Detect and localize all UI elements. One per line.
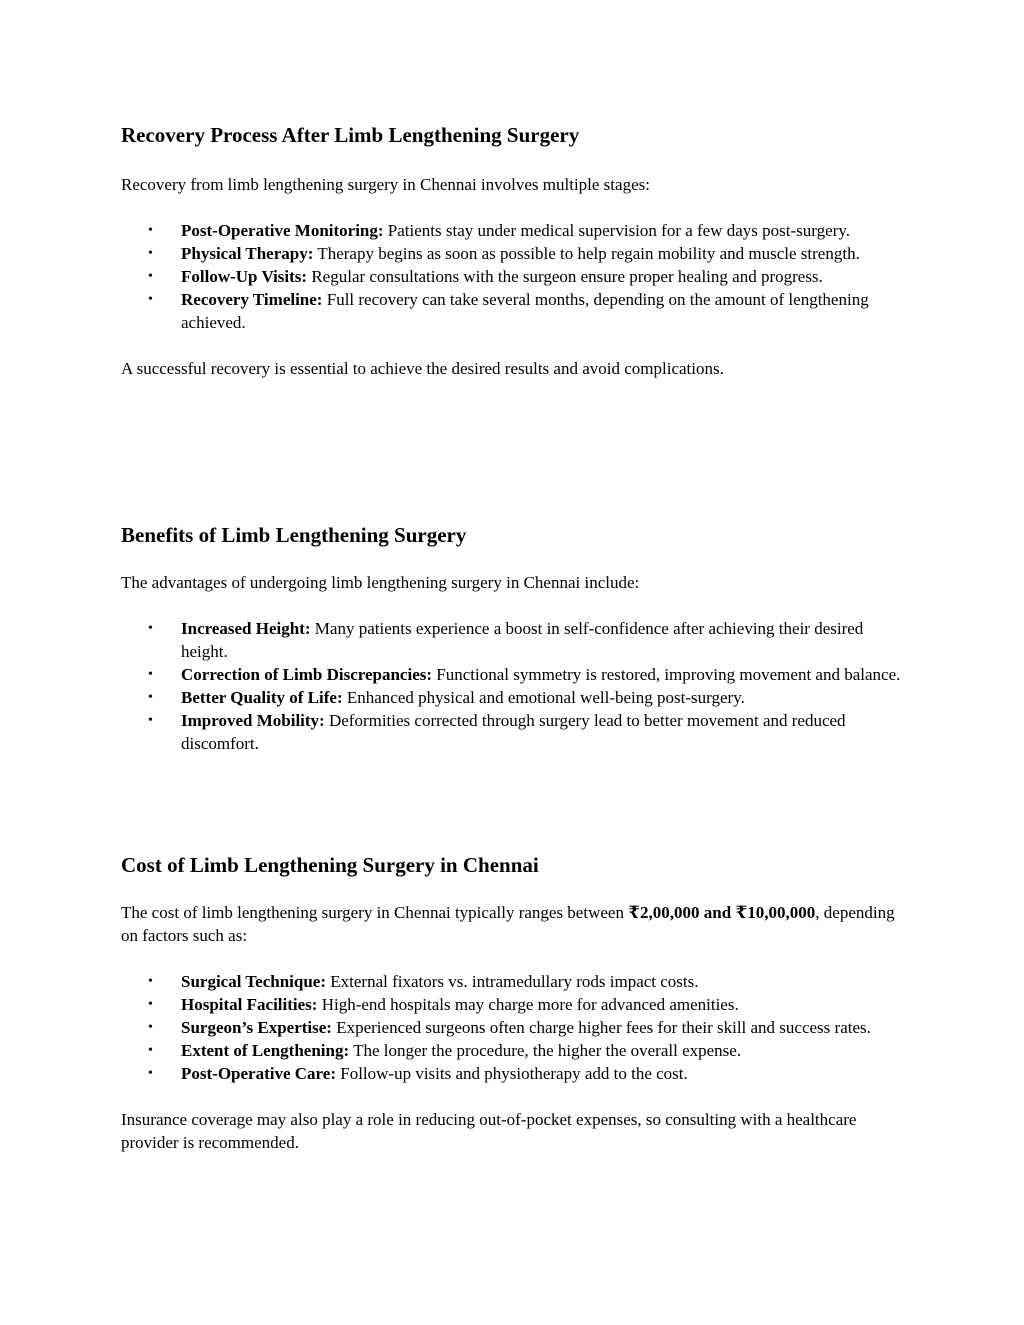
- section-intro: [121, 901, 911, 947]
- list-item: [121, 1016, 911, 1039]
- item-term: Follow-Up Visits:: [181, 267, 308, 286]
- item-text: Full recovery can take several months, depending on the amount of lengthening achieved.: [181, 290, 869, 332]
- item-text: Follow-up visits and physiotherapy add to the cost.: [336, 1064, 688, 1083]
- bullet-list: [121, 219, 911, 334]
- section-heading: Cost of Limb Lengthening Surgery in Chennai: [121, 853, 539, 877]
- bullet-icon: •: [148, 974, 153, 989]
- item-text: Therapy begins as soon as possible to help regain mobility and muscle strength.: [313, 244, 860, 263]
- item-term: Post-Operative Care:: [181, 1064, 336, 1083]
- item-term: Recovery Timeline:: [181, 290, 323, 309]
- item-text: Functional symmetry is restored, improving movement and balance.: [432, 665, 901, 684]
- item-term: Surgical Technique:: [181, 972, 327, 991]
- item-term: Correction of Limb Discrepancies:: [181, 665, 433, 684]
- bullet-icon: •: [148, 713, 153, 728]
- list-item: [121, 288, 911, 334]
- bullet-icon: •: [148, 246, 153, 261]
- list-item: [121, 686, 911, 709]
- item-text: Deformities corrected through surgery lead to better movement and reduced discomfort.: [181, 711, 846, 753]
- list-item: [121, 970, 911, 993]
- list-item: [121, 617, 911, 663]
- bullet-icon: •: [148, 1020, 153, 1035]
- item-text: Enhanced physical and emotional well-being post-surgery.: [342, 688, 745, 707]
- item-text: Many patients experience a boost in self-confidence after achieving their desired height.: [181, 619, 864, 661]
- list-item: [121, 709, 911, 755]
- item-term: Physical Therapy:: [181, 244, 314, 263]
- item-text: Experienced surgeons often charge higher fees for their skill and success rates.: [331, 1018, 871, 1037]
- list-item: [121, 1039, 911, 1062]
- bullet-icon: •: [148, 997, 153, 1012]
- list-item: [121, 1062, 911, 1085]
- cost-range: ₹2,00,000 and ₹10,00,000: [628, 903, 816, 922]
- bullet-icon: •: [148, 223, 153, 238]
- section-heading: Benefits of Limb Lengthening Surgery: [121, 523, 467, 547]
- list-item: [121, 265, 911, 288]
- bullet-icon: •: [148, 690, 153, 705]
- list-item: [121, 663, 911, 686]
- bullet-list: [121, 970, 911, 1085]
- list-item: [121, 242, 911, 265]
- bullet-icon: •: [148, 269, 153, 284]
- item-term: Surgeon’s Expertise:: [181, 1018, 332, 1037]
- bullet-list: [121, 617, 911, 755]
- bullet-icon: •: [148, 621, 153, 636]
- item-term: Extent of Lengthening:: [181, 1041, 350, 1060]
- item-text: Patients stay under medical supervision for a few days post-surgery.: [383, 221, 850, 240]
- bullet-icon: •: [148, 1066, 153, 1081]
- list-item: [121, 993, 911, 1016]
- section-outro: A successful recovery is essential to achieve the desired results and avoid complications.: [121, 359, 724, 378]
- section-heading: Recovery Process After Limb Lengthening Surgery: [121, 123, 580, 147]
- item-term: Increased Height:: [181, 619, 311, 638]
- section-outro: Insurance coverage may also play a role in reducing out-of-pocket expenses, so consulting with a healthcare provider is recommended.: [121, 1110, 857, 1152]
- bullet-icon: •: [148, 667, 153, 682]
- item-term: Improved Mobility:: [181, 711, 325, 730]
- item-text: Regular consultations with the surgeon ensure proper healing and progress.: [307, 267, 823, 286]
- item-text: External fixators vs. intramedullary rods impact costs.: [326, 972, 699, 991]
- section-intro: Recovery from limb lengthening surgery in Chennai involves multiple stages:: [121, 175, 650, 194]
- section-intro: The advantages of undergoing limb lengthening surgery in Chennai include:: [121, 573, 640, 592]
- item-text: High-end hospitals may charge more for advanced amenities.: [317, 995, 739, 1014]
- item-term: Post-Operative Monitoring:: [181, 221, 384, 240]
- bullet-icon: •: [148, 292, 153, 307]
- section-cost: [121, 852, 911, 1154]
- intro-text: , depending on factors such as:: [121, 903, 895, 945]
- section-benefits: [121, 522, 911, 755]
- section-recovery: [121, 122, 911, 380]
- bullet-icon: •: [148, 1043, 153, 1058]
- item-term: Better Quality of Life:: [181, 688, 343, 707]
- intro-text: The cost of limb lengthening surgery in Chennai typically ranges between: [121, 903, 629, 922]
- item-text: The longer the procedure, the higher the overall expense.: [349, 1041, 742, 1060]
- item-term: Hospital Facilities:: [181, 995, 318, 1014]
- list-item: [121, 219, 911, 242]
